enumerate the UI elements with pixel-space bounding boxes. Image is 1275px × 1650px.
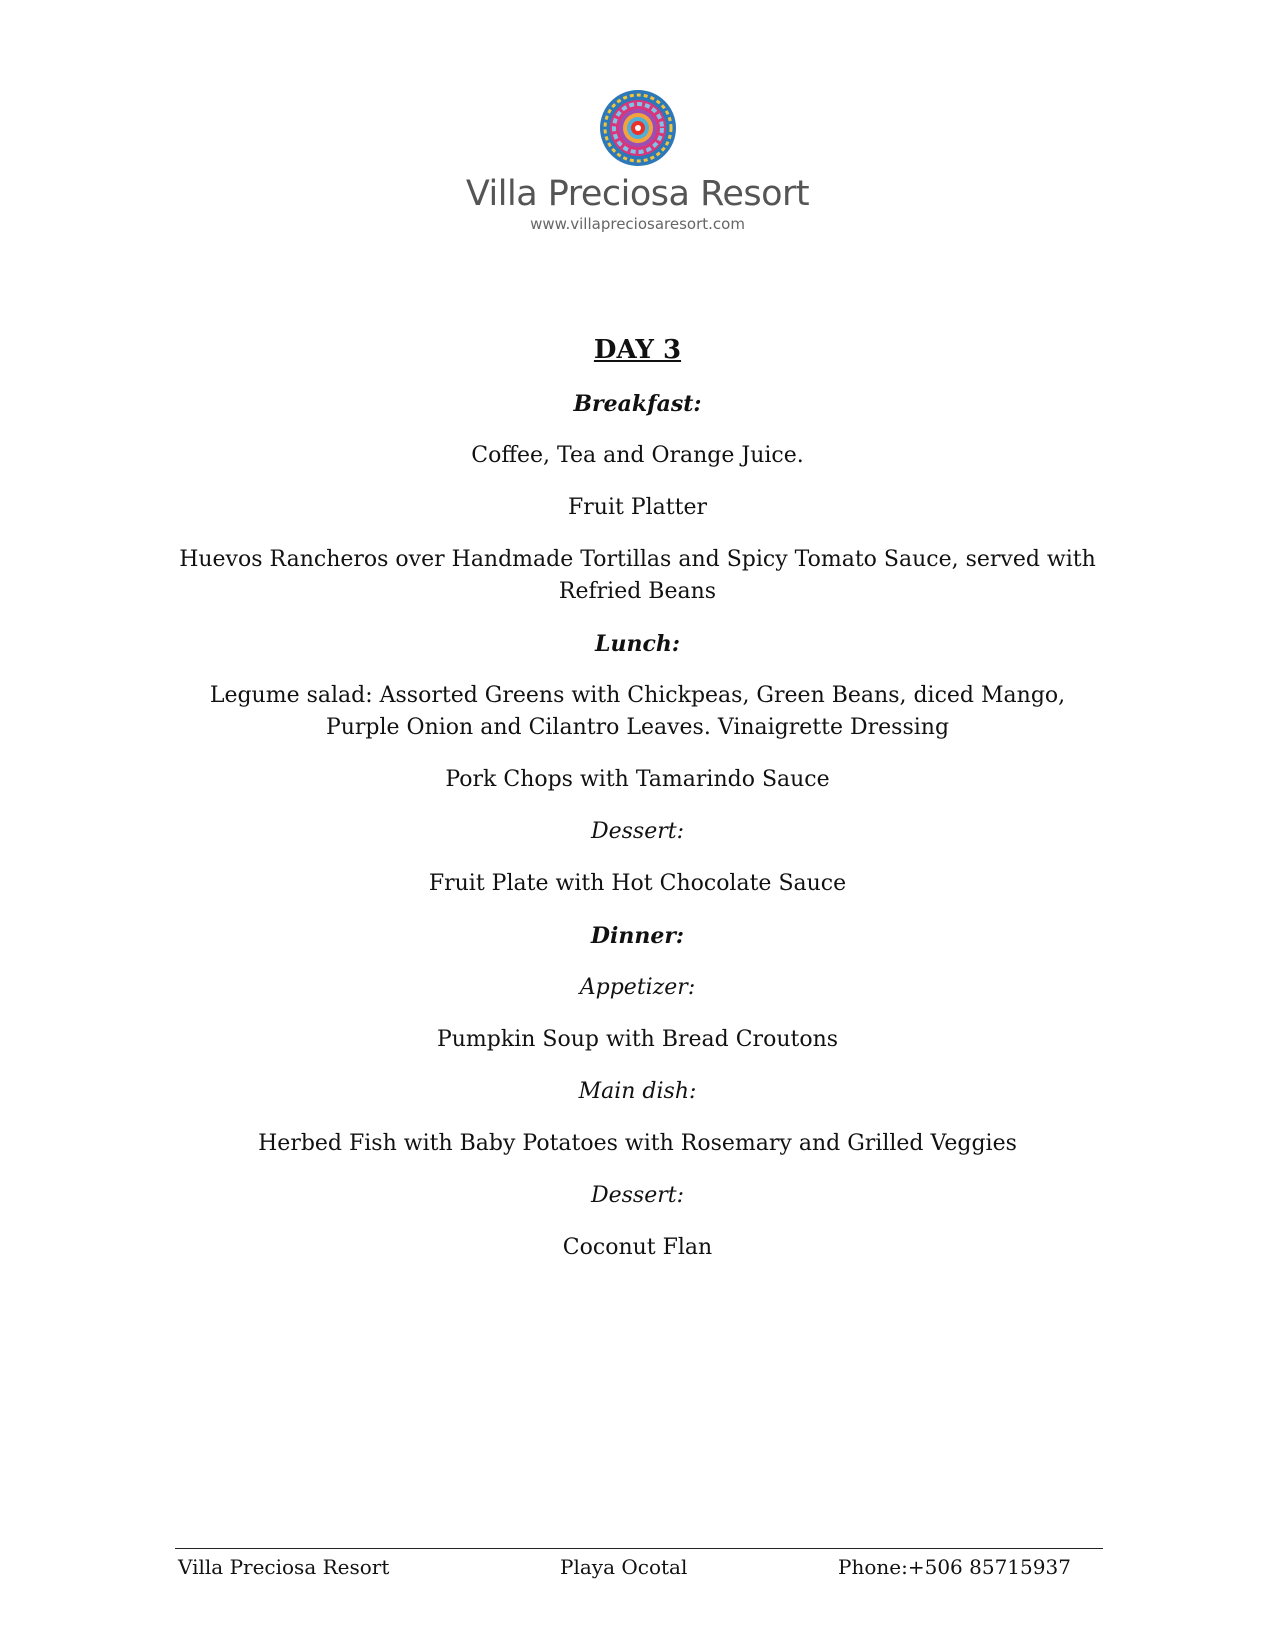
breakfast-item: Coffee, Tea and Orange Juice. bbox=[471, 443, 804, 468]
dinner-main: Herbed Fish with Baby Potatoes with Rosemary and Grilled Veggies bbox=[258, 1131, 1017, 1156]
lunch-title: Lunch: bbox=[595, 631, 680, 657]
footer-divider bbox=[175, 1548, 1103, 1549]
footer-phone: Phone:+506 85715937 bbox=[838, 1555, 1071, 1579]
brand-website: www.villapreciosaresort.com bbox=[530, 215, 745, 233]
page-footer bbox=[178, 1555, 1078, 1585]
breakfast-title: Breakfast: bbox=[573, 391, 702, 417]
dinner-main-label: Main dish: bbox=[578, 1079, 697, 1104]
breakfast-item: Fruit Platter bbox=[568, 495, 707, 520]
lunch-dessert: Fruit Plate with Hot Chocolate Sauce bbox=[428, 871, 847, 896]
page-header bbox=[0, 88, 1275, 234]
lunch-item: Pork Chops with Tamarindo Sauce bbox=[445, 767, 830, 792]
day-title: DAY 3 bbox=[593, 335, 682, 365]
lunch-dessert-label: Dessert: bbox=[590, 819, 685, 844]
dinner-appetizer-label: Appetizer: bbox=[579, 975, 696, 1000]
dinner-dessert: Coconut Flan bbox=[562, 1235, 713, 1260]
brand-name: Villa Preciosa Resort bbox=[465, 174, 810, 214]
menu-content bbox=[170, 332, 1105, 1264]
breakfast-item: Huevos Rancheros over Handmade Tortillas and Spicy Tomato Sauce, served with Refried Beans bbox=[179, 547, 1096, 604]
footer-location: Playa Ocotal bbox=[560, 1555, 688, 1579]
dinner-dessert-label: Dessert: bbox=[590, 1183, 685, 1208]
dinner-title: Dinner: bbox=[590, 923, 685, 949]
mandala-logo-icon bbox=[598, 88, 678, 168]
lunch-item: Legume salad: Assorted Greens with Chickpeas, Green Beans, diced Mango, Purple Onion and Cilantro Leaves. Vinaigrette Dressing bbox=[209, 683, 1066, 740]
dinner-appetizer: Pumpkin Soup with Bread Croutons bbox=[436, 1027, 839, 1052]
footer-resort-name: Villa Preciosa Resort bbox=[178, 1555, 390, 1579]
